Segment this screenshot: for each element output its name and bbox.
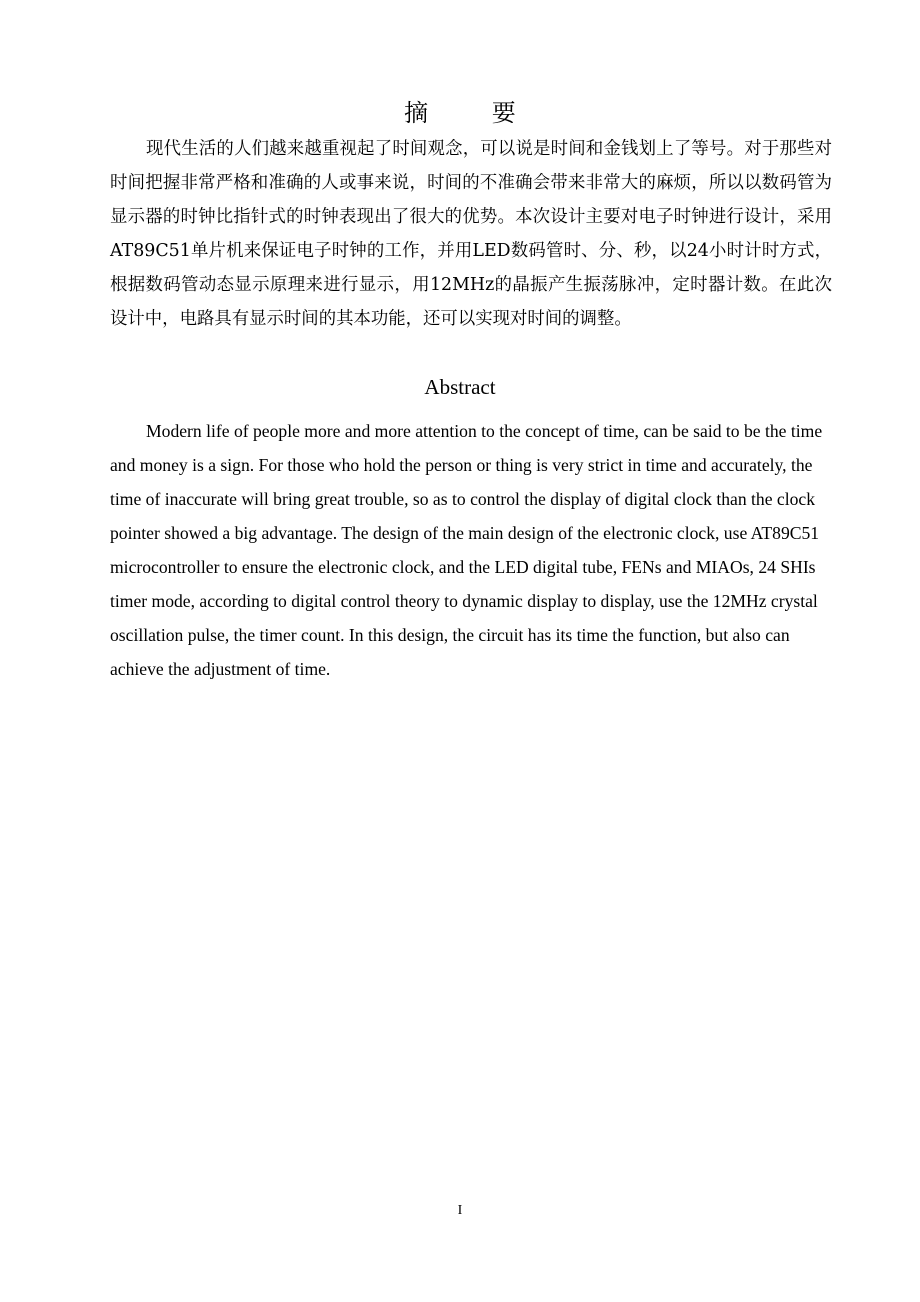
chinese-abstract-body: 现代生活的人们越来越重视起了时间观念，可以说是时间和金钱划上了等号。对于那些对时间把握非常严格和准确的人或事来说，时间的不准确会带来非常大的麻烦，所以以数码管为显示器的时钟比指针式的时钟表现出了很大的优势。本次设计主要对电子时钟进行设计，采用AT89C51单片机来保证电子时钟的工作，并用LED数码管时、分、秒，以24小时计时方式，根据数码管动态显示原理来进行显示，用12MHz的晶振产生振荡脉冲，定时器计数。在此次设计中，电路具有显示时间的其本功能，还可以实现对时间的调整。	[110, 139, 832, 329]
english-abstract-title: Abstract	[424, 375, 496, 399]
english-abstract-body: Modern life of people more and more attention to the concept of time, can be said to be the time and money is a sign. For those who hold the person or thing is very strict in time and accurately, the time of inaccurate will bring great trouble, so as to control the display of digital clock than the clock pointer showed a big advantage. The design of the main design of the electronic clock, use AT89C51 microcontroller to ensure the electronic clock, and the LED digital tube, FENs and MIAOs, 24 SHIs timer mode, according to digital control theory to dynamic display to display, use the 12MHz crystal oscillation pulse, the timer count. In this design, the circuit has its time the function, but also can achieve the adjustment of time.	[110, 421, 823, 679]
page-number: I	[457, 1203, 463, 1218]
chinese-abstract-title: 摘 要	[404, 99, 544, 127]
